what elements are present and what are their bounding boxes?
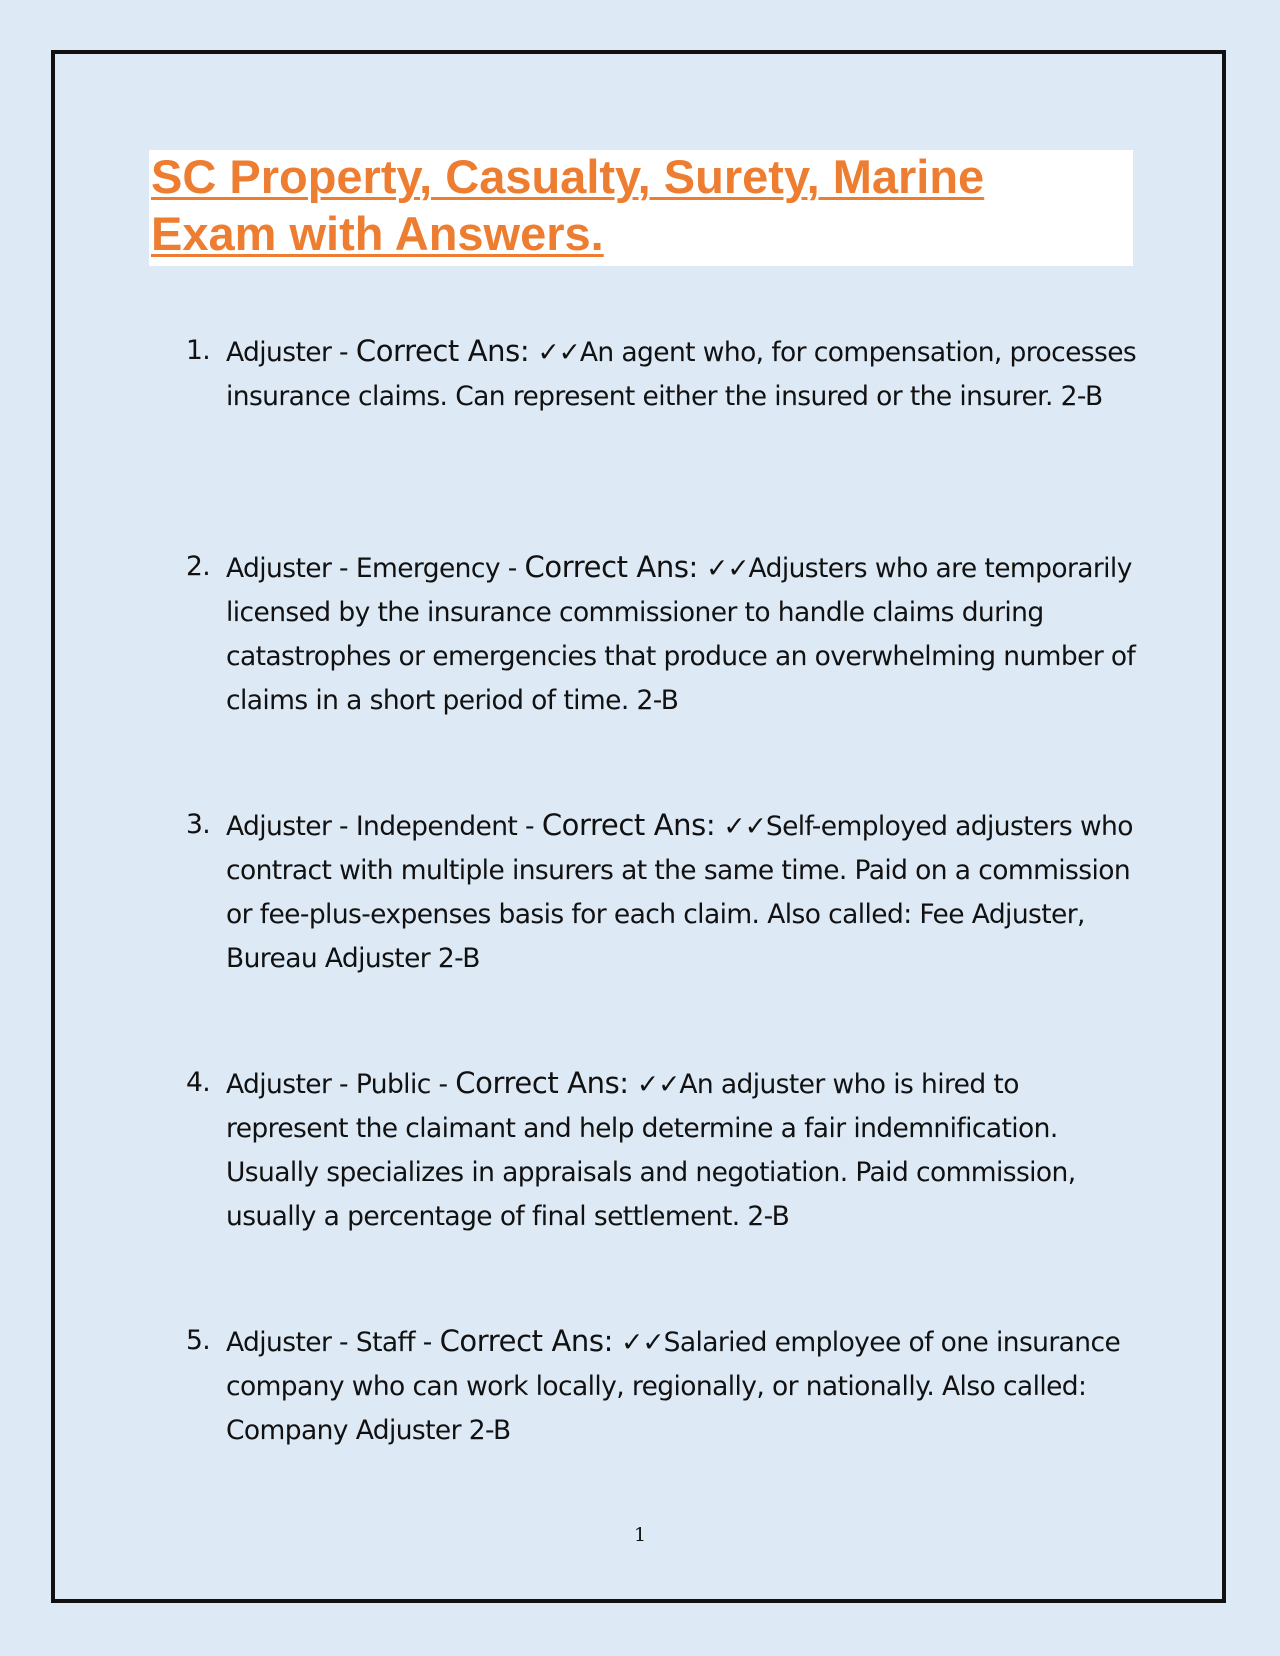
correct-answer-label: Correct Ans: (541, 808, 716, 842)
question-term: Adjuster - Public - (226, 1069, 456, 1100)
question-number: 1. (186, 335, 211, 366)
double-check-icon: ✓✓ (612, 1327, 664, 1358)
correct-answer-label: Correct Ans: (439, 1324, 613, 1358)
question-body (226, 803, 1146, 981)
question-number: 3. (186, 809, 211, 840)
question-item-2 (186, 545, 1146, 723)
correct-answer-label: Correct Ans: (524, 550, 698, 584)
question-body (226, 329, 1146, 419)
document-title-line-1: SC Property, Casualty, Surety, Marine (151, 150, 985, 203)
question-term: Adjuster - Emergency - (226, 553, 525, 584)
question-number: 5. (186, 1325, 211, 1356)
answer-text: An agent who, for compensation, processes insurance claims. Can represent either the insured or the insurer. 2-B (226, 337, 1137, 412)
question-term: Adjuster - Independent - (226, 811, 542, 842)
question-body (226, 1061, 1146, 1239)
double-check-icon: ✓✓ (715, 811, 766, 842)
double-check-icon: ✓✓ (529, 337, 580, 368)
double-check-icon: ✓✓ (697, 553, 749, 584)
correct-answer-label: Correct Ans: (455, 1066, 629, 1100)
question-body (226, 545, 1146, 723)
question-item-3 (186, 803, 1146, 981)
question-body (226, 1319, 1146, 1453)
answer-text: An adjuster who is hired to represent the claimant and help determine a fair indemnification. Usually specializes in appraisals and negotiation. Paid commission, usually a percentage of final settlement. 2-B (226, 1069, 1076, 1232)
question-number: 4. (186, 1067, 211, 1098)
question-item-4 (186, 1061, 1146, 1239)
answer-text: Salaried employee of one insurance company who can work locally, regionally, or nationally. Also called: Company Adjuster 2-B (226, 1327, 1121, 1446)
question-term: Adjuster - (226, 337, 356, 368)
correct-answer-label: Correct Ans: (355, 334, 530, 368)
question-number: 2. (186, 551, 211, 582)
answer-text: Adjusters who are temporarily licensed by the insurance commissioner to handle claims during catastrophes or emergencies that produce an overwhelming number of claims in a short period of time. 2-B (226, 553, 1136, 716)
answer-text: Self-employed adjusters who contract with multiple insurers at the same time. Paid on a commission or fee-plus-expenses basis for each claim. Also called: Fee Adjuster, Bureau Adjuster 2-B (226, 811, 1133, 974)
double-check-icon: ✓✓ (628, 1069, 680, 1100)
question-term: Adjuster - Staff - (226, 1327, 440, 1358)
page-number: 1 (633, 1524, 647, 1546)
document-title (151, 148, 984, 262)
question-item-1 (186, 329, 1146, 419)
question-item-5 (186, 1319, 1146, 1453)
document-title-line-2: Exam with Answers. (151, 207, 604, 260)
